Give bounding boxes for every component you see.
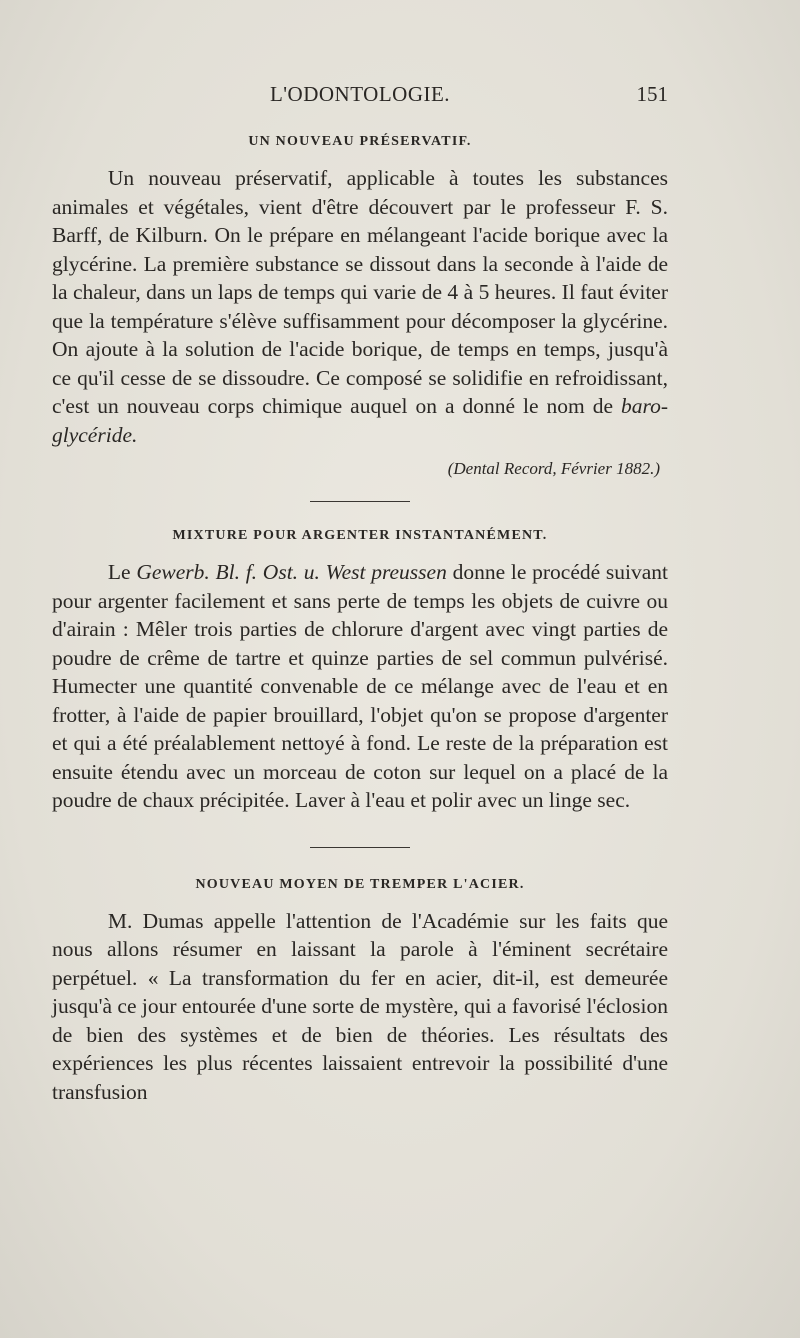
italic-term: baro-glycéride. (52, 394, 668, 447)
paragraph-argenter (52, 558, 668, 815)
paragraph-text: donne le procédé suivant pour argenter facilement et sans perte de temps les objets de cuivre ou d'airain : Mêler trois parties de chlorure d'argent avec vingt parties de poudre de crême de tartre et quinze parties de sel commun pulvérisé. Humecter une quantité convenable de ce mélange avec de l'eau et en frotter, à l'aide de papier brouillard, l'objet qu'on se propose d'argenter et qui a été préalablement nettoyé à fond. Le reste de la préparation est ensuite étendu avec un morceau de coton sur lequel on a placé de la poudre de chaux précipitée. Laver à l'eau et polir avec un linge sec. (52, 560, 668, 812)
section-title-acier: NOUVEAU MOYEN DE TREMPER L'ACIER. (195, 876, 525, 892)
paragraph-acier: M. Dumas appelle l'attention de l'Académie sur les faits que nous allons résumer en laissant la parole à l'éminent secrétaire perpétuel. « La transformation du fer en acier, dit-il, est demeurée jusqu'à ce jour entourée d'une sorte de mystère, qui a favorisé l'éclosion de bien des systèmes et de bien de théories. Les résultats des expériences les plus récentes laissaient entrevoir la possibilité d'une transfusion (52, 908, 668, 1104)
page-header (52, 82, 668, 112)
page-number: 151 (636, 82, 668, 106)
paragraph-prefix: Le (107, 560, 137, 584)
page-body (52, 130, 668, 1106)
citation: (Dental Record, Février 1882.) (447, 459, 660, 478)
paragraph-preservatif (52, 164, 668, 449)
italic-source: Gewerb. Bl. f. Ost. u. West preussen (136, 560, 447, 584)
section-title-argenter: MIXTURE POUR ARGENTER INSTANTANÉMENT. (172, 528, 548, 543)
section-divider (310, 847, 410, 848)
running-head: L'ODONTOLOGIE. (269, 82, 451, 106)
paragraph-text: Un nouveau préservatif, applicable à toutes les substances animales et végétales, vient d'être découvert par le professeur F. S. Barff, de Kilburn. On le prépare en mélangeant l'acide borique avec la glycérine. La première substance se dissout dans la seconde à l'aide de la chaleur, dans un laps de temps qui varie de 4 à 5 heures. Il faut éviter que la température s'élève suffisamment pour décomposer la glycérine. On ajoute à la solution de l'acide borique, de temps en temps, jusqu'à ce qu'il cesse de se dissoudre. Ce composé se solidifie en refroidissant, c'est un nouveau corps chimique auquel on a donné le nom de (52, 166, 668, 418)
section-divider (310, 501, 410, 502)
section-title-preservatif: UN NOUVEAU PRÉSERVATIF. (248, 134, 472, 149)
